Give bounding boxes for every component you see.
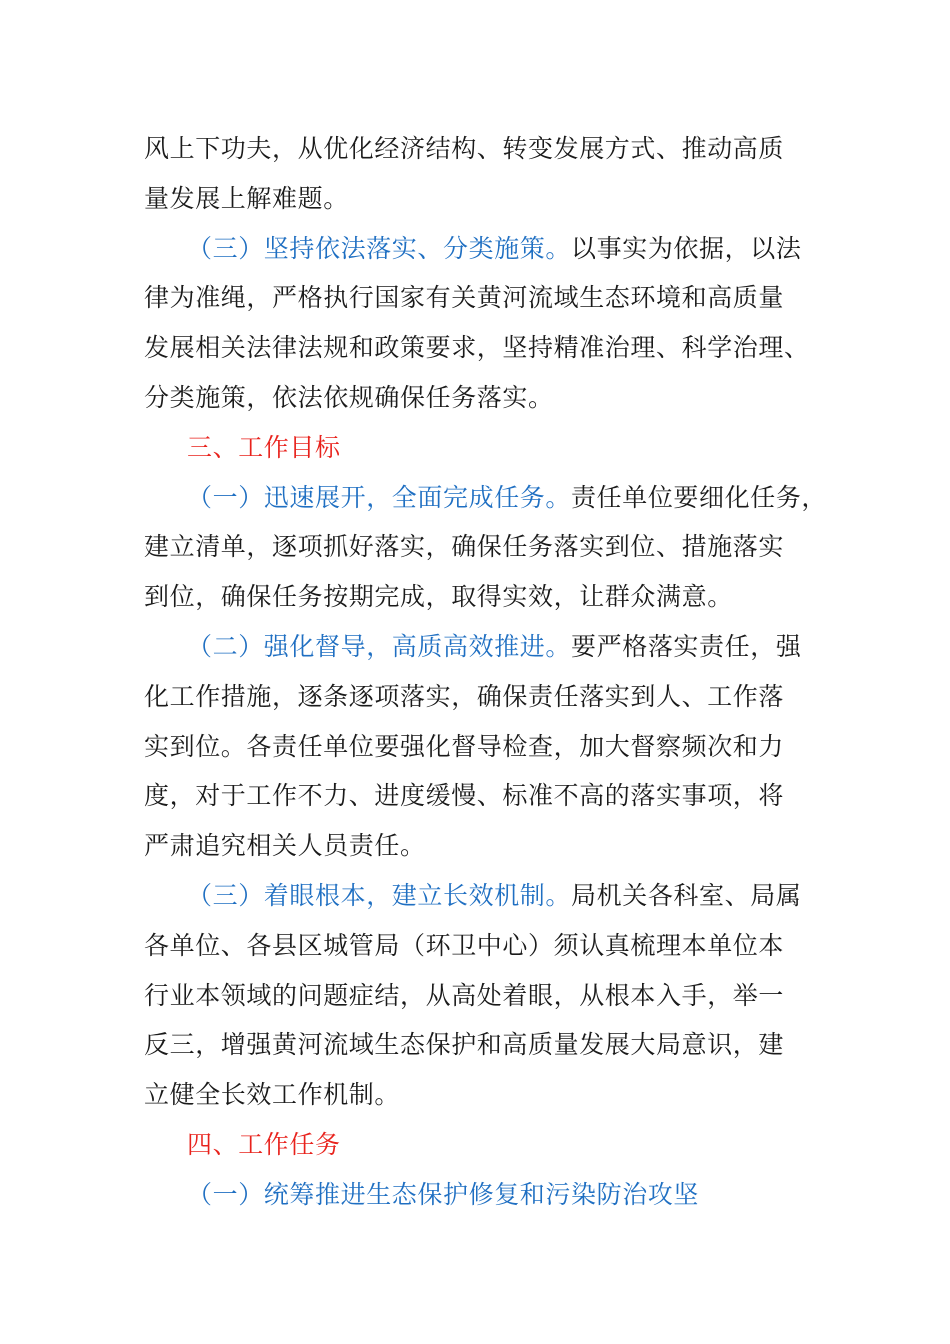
body-text-line: 分类施策，依法依规确保任务落实。 <box>144 382 554 412</box>
body-text: 局机关各科室、局属 <box>571 880 802 910</box>
body-text-line: 立健全长效工作机制。 <box>144 1080 401 1110</box>
item-first-line <box>0 224 950 274</box>
body-text-line: 严肃追究相关人员责任。 <box>144 831 426 861</box>
document-body <box>0 124 950 1220</box>
body-text: 以事实为依据，以法 <box>571 233 802 263</box>
body-text-line: 度，对于工作不力、进度缓慢、标准不高的落实事项，将 <box>144 781 785 811</box>
body-text-line: 行业本领域的问题症结，从高处着眼，从根本入手，举一 <box>144 980 785 1010</box>
body-text-line: 反三，增强黄河流域生态保护和高质量发展大局意识，建 <box>144 1030 785 1060</box>
body-text-line: 风上下功夫，从优化经济结构、转变发展方式、推动高质 <box>144 134 785 163</box>
body-text-line: 发展相关法律法规和政策要求，坚持精准治理、科学治理、 <box>144 333 810 363</box>
item-heading: （一）统筹推进生态保护修复和污染防治攻坚 <box>187 1179 700 1209</box>
body-text-line: 到位，确保任务按期完成，取得实效，让群众满意。 <box>144 582 733 612</box>
section-title: 三、工作目标 <box>187 432 341 462</box>
item-heading: （三）着眼根本，建立长效机制。 <box>187 880 572 910</box>
body-text-line: 建立清单，逐项抓好落实，确保任务落实到位、措施落实 <box>144 532 785 562</box>
body-text-line: 各单位、各县区城管局（环卫中心）须认真梳理本单位本 <box>144 930 785 960</box>
item-first-line <box>0 622 950 672</box>
item-heading: （三）坚持依法落实、分类施策。 <box>187 233 572 263</box>
item-heading: （二）强化督导，高质高效推进。 <box>187 631 572 661</box>
body-text: 责任单位要细化任务， <box>571 482 828 512</box>
body-text-line: 实到位。各责任单位要强化督导检查，加大督察频次和力 <box>144 731 785 761</box>
body-text: 要严格落实责任，强 <box>571 631 802 661</box>
item-heading: （一）迅速展开，全面完成任务。 <box>187 482 572 512</box>
item-first-line <box>0 473 950 523</box>
item-first-line <box>0 871 950 921</box>
section-title: 四、工作任务 <box>187 1129 341 1159</box>
body-text-line: 化工作措施，逐条逐项落实，确保责任落实到人、工作落 <box>144 681 785 711</box>
body-text-line: 律为准绳，严格执行国家有关黄河流域生态环境和高质量 <box>144 283 785 313</box>
body-text-line: 量发展上解难题。 <box>144 183 349 213</box>
